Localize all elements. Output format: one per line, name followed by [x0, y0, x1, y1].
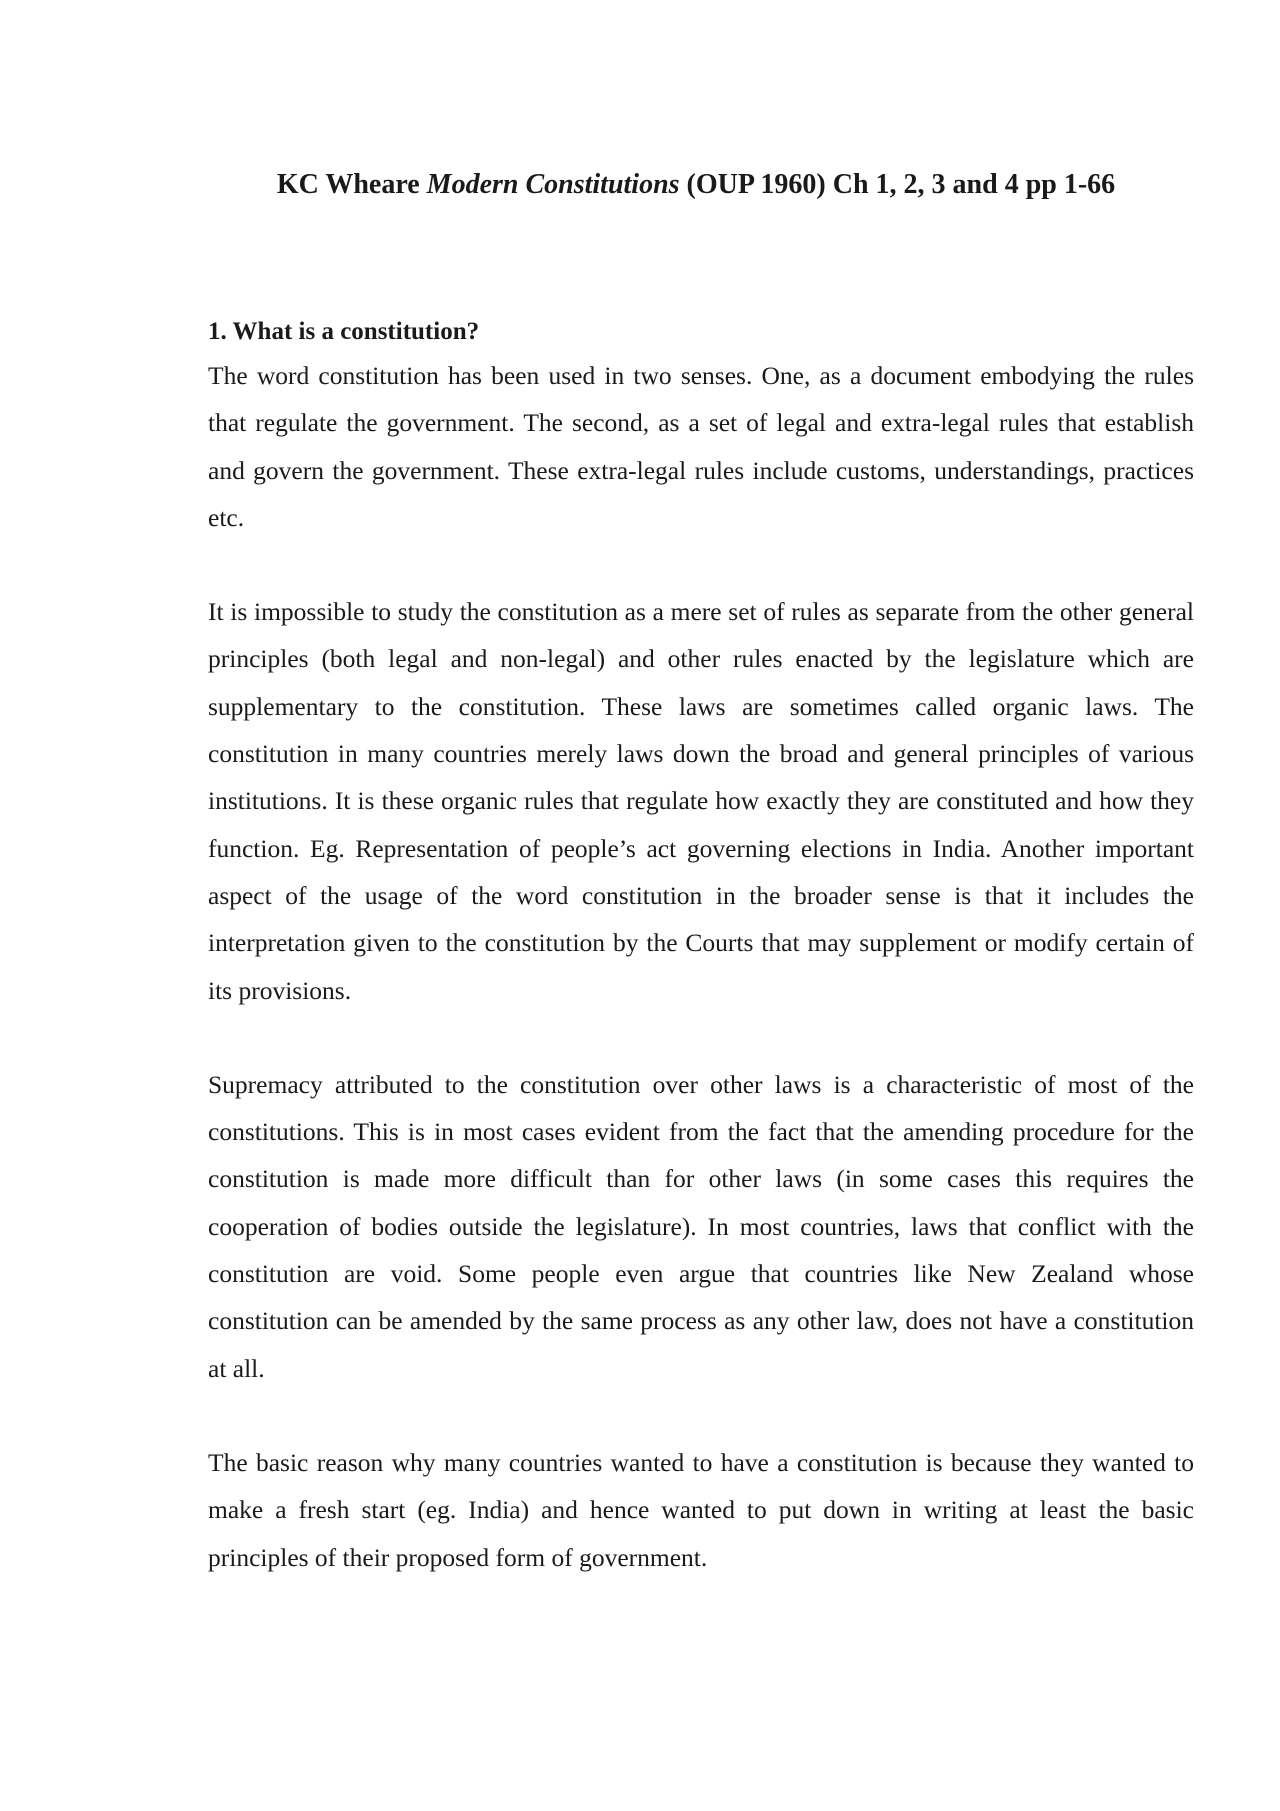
- title-book: Modern Constitutions: [426, 169, 680, 200]
- document-body: [208, 312, 1194, 1628]
- paragraph-1: The word constitution has been used in two senses. One, as a document embodying the rules that regulate the government. The second, as a set of legal and extra-legal rules that establish and govern the government. These extra-legal rules include customs, understandings, practices etc.: [208, 361, 1194, 532]
- title-details: (OUP 1960) Ch 1, 2, 3 and 4 pp 1-66: [686, 169, 1116, 200]
- title-author: KC Wheare: [276, 169, 420, 200]
- section-heading: 1. What is a constitution?: [208, 318, 480, 345]
- paragraph-2: It is impossible to study the constitution as a mere set of rules as separate from the other general principles (both legal and non-legal) and other rules enacted by the legislature which are supplementary to the constitution. These laws are sometimes called organic laws. The constitution in many countries merely laws down the broad and general principles of various institutions. It is these organic rules that regulate how exactly they are constituted and how they function. Eg. Representation of people’s act governing elections in India. Another important aspect of the usage of the word constitution in the broader sense is that it includes the interpretation given to the constitution by the Courts that may supplement or modify certain of its provisions.: [208, 597, 1194, 1005]
- paragraph-4: The basic reason why many countries wanted to have a constitution is because they wanted to make a fresh start (eg. India) and hence wanted to put down in writing at least the basic principles of their proposed form of government.: [208, 1447, 1194, 1572]
- paragraph-3: Supremacy attributed to the constitution over other laws is a characteristic of most of the constitutions. This is in most cases evident from the fact that the amending procedure for the constitution is made more difficult than for other laws (in some cases this requires the cooperation of bodies outside the legislature). In most countries, laws that conflict with the constitution are void. Some people even argue that countries like New Zealand whose constitution can be amended by the same process as any other law, does not have a constitution at all.: [208, 1069, 1194, 1383]
- page-title: [0, 165, 1280, 205]
